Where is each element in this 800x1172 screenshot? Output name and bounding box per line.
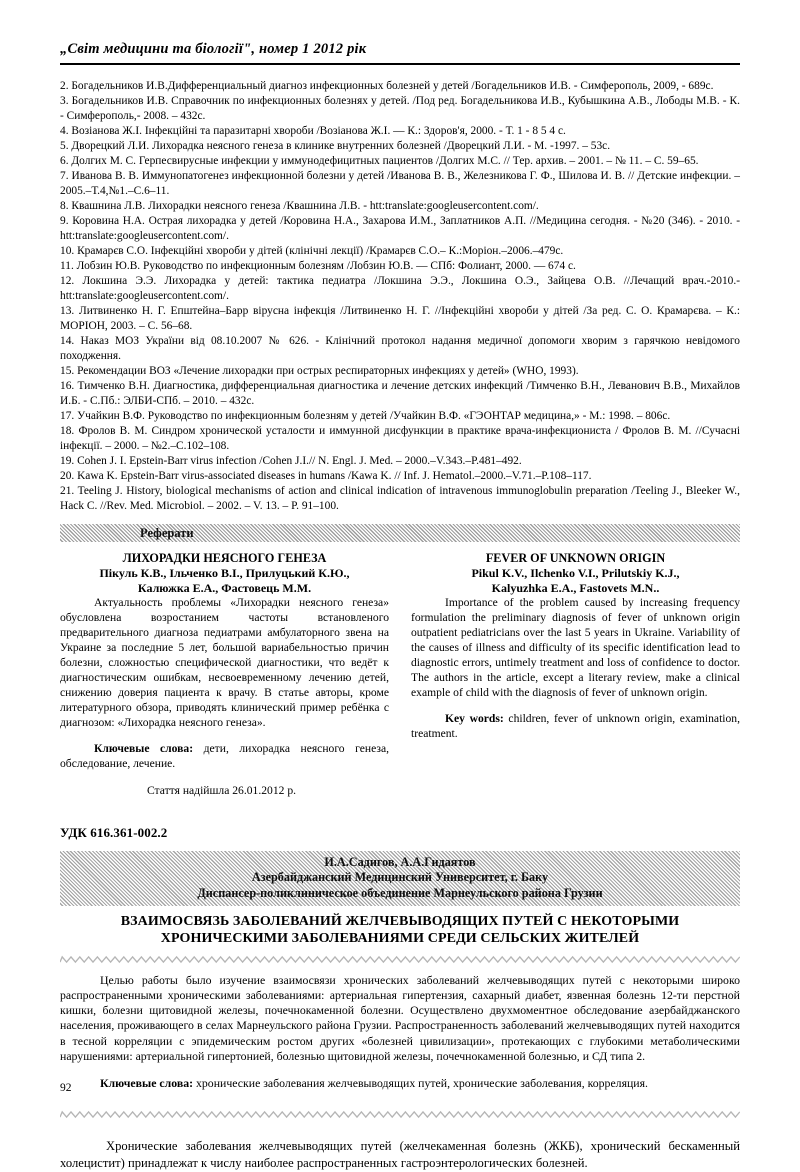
reference-item: 12. Локшина Э.Э. Лихорадка у детей: тактика педиатра /Локшина Э.Э., Локшина О.Э., Зайцева О.В. //Лечащий врач.-2010.-htt:translate:googleusercontent.com/. (60, 275, 740, 303)
article-keywords (60, 1076, 740, 1091)
reference-item: 15. Рекомендации ВОЗ «Лечение лихорадки при острых респираторных инфекциях у детей» (WHO, 1993). (60, 364, 579, 377)
keywords-label-en: Key words: (445, 712, 504, 726)
reference-item: 18. Фролов В. М. Синдром хронической усталости и иммунной дисфункции в практике врача-инфекциониста / Фролов В. М. //Сучасні інфекції. – 2000. – №2.–С.102–108. (60, 425, 740, 452)
reference-item: 16. Тимченко В.Н. Диагностика, дифференциальная диагностика и лечение детских инфекций /Тимченко В.Н., Леванович В.В., Михайлов И.Б. - С.Пб.: ЭЛБИ-СПб. – 2010. – 432с. (60, 380, 740, 407)
received-date-note: Стаття надійшла 26.01.2012 р. (146, 783, 297, 797)
header-rule (60, 63, 740, 65)
reference-item: 14. Наказ МОЗ України від 08.10.2007 № 626. - Клінічний протокол надання медичної допомоги хворим з гарячкою невідомого походження. (60, 335, 740, 362)
journal-title: „Світ медицини та біології", номер 1 2012 рік (60, 41, 367, 57)
abstract-authors-en-line1: Pikul K.V., Ilchenko V.I., Prilutskiy K.J., (471, 566, 680, 581)
keywords-text-ru: дети, лихорадка неясного генеза, обследование, лечение. (60, 742, 389, 771)
page-number: 92 (60, 1082, 72, 1094)
article-title-line1: ВЗАИМОСВЯЗЬ ЗАБОЛЕВАНИЙ ЖЕЛЧЕВЫВОДЯЩИХ ПУТЕЙ С НЕКОТОРЫМИ (120, 914, 680, 930)
reference-item: 10. Крамарєв С.О. Інфекційні хвороби у дітей (клінічні лекції) /Крамарєв С.О.– К.:Моріон.–2006.–479с. (60, 245, 564, 258)
article-title-line2: ХРОНИЧЕСКИМИ ЗАБОЛЕВАНИЯМИ СРЕДИ СЕЛЬСКИХ ЖИТЕЛЕЙ (160, 931, 640, 947)
abstract-title-en: FEVER OF UNKNOWN ORIGIN (485, 551, 666, 566)
keywords-text-en: children, fever of unknown origin, examination, treatment. (411, 712, 740, 741)
reference-item: 5. Дворецкий Л.И. Лихорадка неясного генеза в клинике внутренних болезней /Дворецкий Л.И. - М. -1997. – 53с. (60, 140, 611, 153)
article-body-paragraph: Хронические заболевания желчевыводящих путей (желчекаменная болезнь (ЖКБ), хронический бескаменный холецистит) принадлежат к числу наиболее распространенных гастроэнтерологических болезней. (60, 1139, 740, 1171)
abstract-column-en (411, 551, 740, 798)
reference-item: 19. Cohen J. I. Epstein-Barr virus infection /Cohen J.I.// N. Engl. J. Med. – 2000.–V.343.–P.481–492. (60, 454, 522, 467)
reference-item: 21. Teeling J. History, biological mechanisms of action and clinical indication of intravenous immunoglobulin preparation /Teeling J., Bleeker W., Hack C. //Rev. Med. Microbiol. – 2002. – V. 13. – P. 91–100. (60, 485, 740, 512)
article-keywords-label: Ключевые слова: (100, 1076, 194, 1091)
running-head (60, 0, 740, 65)
section-band-abstracts (60, 524, 740, 542)
reference-item: 7. Иванова В. В. Иммунопатогенез инфекционной болезни у детей /Иванова В. В., Железникова Г. Ф., Шилова И. В. // Детские инфекции. – 2005.–Т.4,№1.–С.6–11. (60, 170, 740, 198)
abstract-authors-en-line2: Kalyuzhka E.A., Fastovets M.N.. (491, 580, 660, 595)
reference-item: 9. Коровина Н.А. Острая лихорадка у детей /Коровина Н.А., Захарова И.М., Заплатников А.П. //Медицина сегодня. - №20 (346). - 2010. -htt:translate:googleusercontent.com/. (60, 215, 740, 242)
article-title (60, 913, 740, 947)
article-keywords-text: хронические заболевания желчевыводящих путей, хронические заболевания, корреляция. (193, 1076, 648, 1091)
author-affiliation-band (60, 851, 740, 907)
abstracts-section (60, 551, 740, 798)
reference-item: 3. Богадельников И.В. Справочник по инфекционных болезнях у детей. /Под ред. Богадельникова И.В., Кубышкина А.В., Лободы М.В. - К. - Симферополь,- 2008. – 432с. (60, 95, 740, 122)
zigzag-divider-bottom (60, 1110, 740, 1119)
abstract-body-en: Importance of the problem caused by increasing frequency formulation the preliminary diagnosis of fever of unknown origin outpatient pediatricians over the last 5 years in Ukraine. Variability of the causes of illness and difficulty of its specific identification lead to diagnostic errors, untimely treatment and loss of confidence to doctor. The authors in the article, except a literary review, make a clinical example of child with the diagnosis of fever of unknown origin. (411, 595, 740, 699)
reference-item: 4. Возіанова Ж.І. Інфекційні та паразитарні хвороби /Возіанова Ж.І. — К.: Здоров'я, 2000. - Т. 1 - 8 5 4 с. (60, 124, 566, 137)
reference-list (60, 79, 740, 514)
reference-item: 17. Учайкин В.Ф. Руководство по инфекционным болезням у детей /Учайкин В.Ф. «ГЭОНТАР медицина,» - М.: 1998. – 806с. (60, 409, 671, 422)
abstract-body-ru: Актуальность проблемы «Лихорадки неясного генеза» обусловлена возростанием частоты встановленого предварительного диагноза педиатрами амбулаторного звена на Украине за последние 5 лет, большой вариабельностью причин болезни, сложностью специфической диагностики, что ведёт к диагностическим ошибкам, несвоевременному лечению детей, снижению доверия пациента к врачу. В статье авторы, кроме литературного обзора, приводять клинический пример ребёнка с диагнозом: «Лихорадка неясного генеза». (60, 595, 389, 729)
abstract-keywords-en (411, 712, 740, 742)
abstract-title-ru: ЛИХОРАДКИ НЕЯСНОГО ГЕНЕЗА (122, 551, 327, 566)
abstract-authors-ru-line1: Пікуль К.В., Ільченко В.І., Прилуцький К.Ю., (99, 566, 350, 581)
abstract-keywords-ru (60, 742, 389, 772)
abstract-column-ru (60, 551, 389, 798)
article-abstract: Целью работы было изучение взаимосвязи хронических заболеваний желчевыводящих путей с некоторыми широко распространенными хроническими заболеваниями: артериальная гипертензия, сахарный диабет, язвенная болезнь 12-ти перстной кишки, болезни щитовидной железы, почечнокаменной болезни. Осуществлено двухмоментное обследование азербайджанского населения, проживающего в селах Марнеульского района Грузии. Распространенность заболеваний желчевыводящих путей находится в тесной корреляции с эпидемическим ростом других «болезней цивилизации», протекающих с глубокими метаболическими нарушениями: артериальной гипертонией, болезнью щитовидной железы, почечнокаменной болезнью, и СД типа 2. (60, 972, 740, 1064)
article-affiliation-2: Диспансер-поликлиническое объединение Марнеульского района Грузии (197, 885, 603, 900)
reference-item: 13. Литвиненко Н. Г. Епштейна–Барр вірусна інфекція /Литвиненко Н. Г. //Інфекційні хвороби у дітей /За ред. С. О. Крамарєва. – К.: МОРІОН, 2003. – С. 56–68. (60, 305, 740, 332)
zigzag-divider-top (60, 955, 740, 964)
reference-item: 6. Долгих М. С. Герпесвирусные инфекции у иммунодефицитных пациентов /Долгих М.С. // Тер. архив. – 2001. – № 11. – С. 59–65. (60, 155, 699, 168)
keywords-label-ru: Ключевые слова: (94, 742, 194, 756)
reference-item: 8. Квашнина Л.В. Лихорадки неясного генеза /Квашнина Л.В. - htt:translate:googleusercontent.com/. (60, 200, 539, 213)
abstract-authors-ru-line2: Калюжка Е.А., Фастовець М.М. (137, 580, 312, 595)
reference-item: 11. Лобзин Ю.В. Руководство по инфекционным болезням /Лобзин Ю.В. — СПб: Фолиант, 2000. — 674 с. (60, 260, 576, 273)
reference-item: 2. Богадельников И.В.Дифференциальный диагноз инфекционных болезней у детей /Богадельников И.В. - Симферополь, 2009, - 689с. (60, 79, 714, 92)
reference-item: 20. Kawa K. Epstein-Barr virus-associated diseases in humans /Kawa K. // Inf. J. Hematol.–2000.–V.71.–P.108–117. (60, 470, 592, 482)
article-authors: И.А.Садигов, А.А.Гидаятов (324, 854, 476, 869)
article-affiliation-1: Азербайджанский Медицинский Университет, г. Баку (251, 870, 549, 885)
udc-code: УДК 616.361-002.2 (60, 824, 168, 840)
section-band-label: Реферати (140, 526, 194, 541)
